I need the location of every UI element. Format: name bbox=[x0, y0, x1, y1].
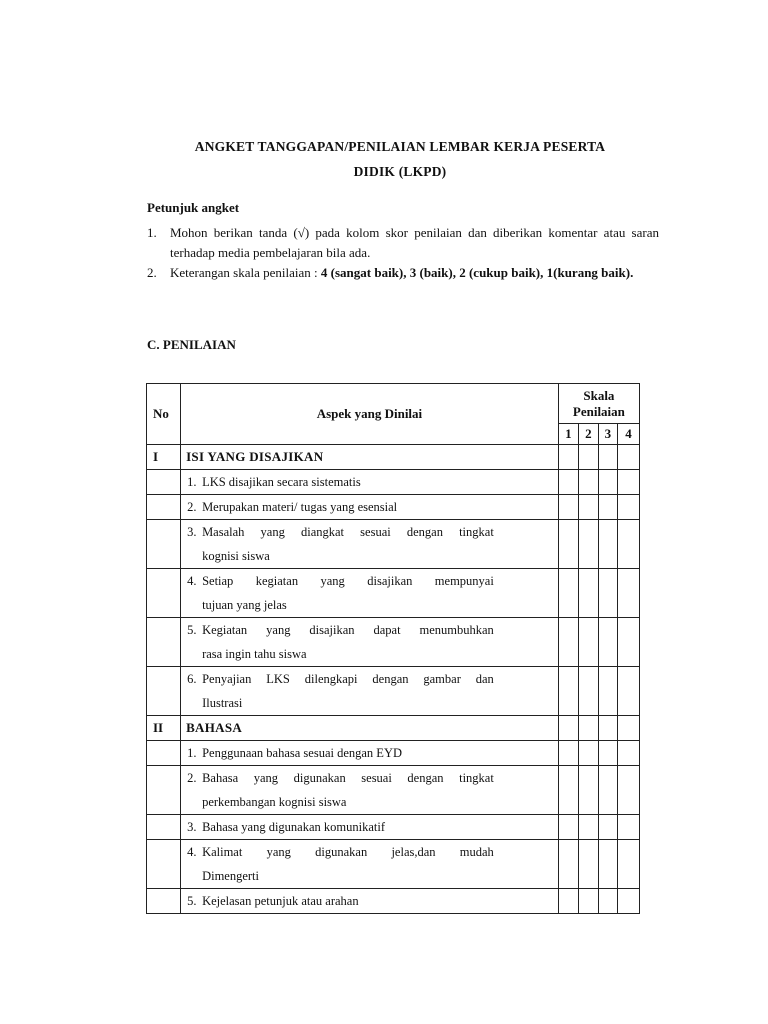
empty-no-cell bbox=[147, 618, 181, 667]
aspect-item-number: 4. bbox=[187, 574, 197, 588]
score-cell-2[interactable] bbox=[578, 741, 598, 766]
aspect-item-line2: Dimengerti bbox=[202, 869, 259, 883]
scale-1: 1 bbox=[558, 424, 578, 445]
table-row bbox=[147, 569, 640, 618]
table-row bbox=[147, 815, 640, 840]
aspect-item-line1 bbox=[187, 840, 494, 864]
score-cell-2[interactable] bbox=[578, 667, 598, 716]
aspect-item-text: Masalah yang diangkat sesuai dengan tingkat bbox=[202, 525, 494, 539]
score-cell-1[interactable] bbox=[558, 667, 578, 716]
empty-no-cell bbox=[147, 667, 181, 716]
aspect-item-line1 bbox=[187, 618, 494, 642]
score-cell-1[interactable] bbox=[558, 840, 578, 889]
section-name: BAHASA bbox=[181, 716, 559, 741]
score-cell-4[interactable] bbox=[617, 889, 639, 914]
table-row bbox=[147, 495, 640, 520]
aspect-item-line2: perkembangan kognisi siswa bbox=[202, 795, 347, 809]
aspect-item-text: Kegiatan yang disajikan dapat menumbuhkan bbox=[202, 623, 494, 637]
aspect-item-line1 bbox=[187, 815, 494, 839]
score-cell-3[interactable] bbox=[598, 667, 617, 716]
document-title-line1: ANGKET TANGGAPAN/PENILAIAN LEMBAR KERJA PESERTA bbox=[194, 139, 606, 154]
aspect-item bbox=[181, 569, 559, 618]
aspect-item bbox=[181, 618, 559, 667]
score-cell-2[interactable] bbox=[578, 716, 598, 741]
empty-no-cell bbox=[147, 569, 181, 618]
score-cell-4[interactable] bbox=[617, 667, 639, 716]
aspect-item-line1 bbox=[187, 766, 494, 790]
aspect-item-text: Setiap kegiatan yang disajikan mempunyai bbox=[202, 574, 494, 588]
aspect-item-number: 3. bbox=[187, 820, 197, 834]
score-cell-3[interactable] bbox=[598, 840, 617, 889]
aspect-item bbox=[181, 840, 559, 889]
section-name: ISI YANG DISAJIKAN bbox=[181, 445, 559, 470]
aspect-item bbox=[181, 520, 559, 569]
score-cell-2[interactable] bbox=[578, 618, 598, 667]
empty-no-cell bbox=[147, 840, 181, 889]
score-cell-1[interactable] bbox=[558, 766, 578, 815]
section-number: I bbox=[147, 445, 181, 470]
aspect-item-number: 3. bbox=[187, 525, 197, 539]
table-row bbox=[147, 766, 640, 815]
score-cell-2[interactable] bbox=[578, 889, 598, 914]
aspect-item-text: Penyajian LKS dilengkapi dengan gambar dan bbox=[202, 672, 494, 686]
header-no: No bbox=[147, 384, 181, 445]
aspect-item-text: Penggunaan bahasa sesuai dengan EYD bbox=[202, 746, 403, 760]
scale-4: 4 bbox=[617, 424, 639, 445]
score-cell-3[interactable] bbox=[598, 445, 617, 470]
aspect-item bbox=[181, 766, 559, 815]
instruction-text bbox=[170, 263, 659, 283]
score-cell-4[interactable] bbox=[617, 741, 639, 766]
score-cell-3[interactable] bbox=[598, 495, 617, 520]
empty-no-cell bbox=[147, 889, 181, 914]
aspect-item-text: Bahasa yang digunakan komunikatif bbox=[202, 820, 386, 834]
instruction-2 bbox=[147, 263, 659, 283]
aspect-item-line2: rasa ingin tahu siswa bbox=[202, 647, 307, 661]
table-row bbox=[147, 470, 640, 495]
score-cell-3[interactable] bbox=[598, 520, 617, 569]
score-cell-2[interactable] bbox=[578, 470, 598, 495]
aspect-item bbox=[181, 741, 559, 766]
score-cell-4[interactable] bbox=[617, 445, 639, 470]
aspect-item-number: 1. bbox=[187, 746, 197, 760]
aspect-item bbox=[181, 495, 559, 520]
aspect-item bbox=[181, 889, 559, 914]
aspect-item-text: LKS disajikan secara sistematis bbox=[202, 475, 361, 489]
score-cell-2[interactable] bbox=[578, 815, 598, 840]
aspect-item-line2: tujuan yang jelas bbox=[202, 598, 287, 612]
score-cell-1[interactable] bbox=[558, 520, 578, 569]
score-cell-1[interactable] bbox=[558, 815, 578, 840]
score-cell-3[interactable] bbox=[598, 889, 617, 914]
table-row bbox=[147, 667, 640, 716]
empty-no-cell bbox=[147, 495, 181, 520]
instruction-1 bbox=[147, 223, 659, 262]
score-cell-4[interactable] bbox=[617, 470, 639, 495]
instruction-number: 1. bbox=[147, 225, 157, 240]
aspect-item-number: 1. bbox=[187, 475, 197, 489]
score-cell-2[interactable] bbox=[578, 445, 598, 470]
aspect-item-line1 bbox=[187, 889, 494, 913]
document-title-line2: DIDIK (LKPD) bbox=[353, 164, 447, 179]
section-heading: C. PENILAIAN bbox=[147, 337, 236, 352]
score-cell-2[interactable] bbox=[578, 569, 598, 618]
aspect-item-text: Merupakan materi/ tugas yang esensial bbox=[202, 500, 398, 514]
instructions-heading: Petunjuk angket bbox=[147, 200, 240, 215]
empty-no-cell bbox=[147, 520, 181, 569]
score-cell-1[interactable] bbox=[558, 445, 578, 470]
score-cell-3[interactable] bbox=[598, 470, 617, 495]
aspect-item bbox=[181, 470, 559, 495]
section-row bbox=[147, 445, 640, 470]
score-cell-4[interactable] bbox=[617, 716, 639, 741]
score-cell-1[interactable] bbox=[558, 495, 578, 520]
score-cell-1[interactable] bbox=[558, 716, 578, 741]
aspect-item-number: 2. bbox=[187, 500, 197, 514]
section-number: II bbox=[147, 716, 181, 741]
score-cell-1[interactable] bbox=[558, 569, 578, 618]
aspect-item-text: Kalimat yang digunakan jelas,dan mudah bbox=[202, 845, 494, 859]
empty-no-cell bbox=[147, 766, 181, 815]
table-row bbox=[147, 840, 640, 889]
aspect-item-line1 bbox=[187, 667, 494, 691]
scale-3: 3 bbox=[598, 424, 617, 445]
aspect-item-line2: kognisi siswa bbox=[202, 549, 270, 563]
instruction-text-plain: Keterangan skala penilaian : bbox=[170, 265, 321, 280]
aspect-item-number: 5. bbox=[187, 894, 197, 908]
score-cell-4[interactable] bbox=[617, 766, 639, 815]
instruction-text-bold: 4 (sangat baik), 3 (baik), 2 (cukup baik), 1(kurang baik). bbox=[320, 265, 634, 280]
score-cell-4[interactable] bbox=[617, 618, 639, 667]
header-aspek: Aspek yang Dinilai bbox=[181, 384, 559, 445]
empty-no-cell bbox=[147, 470, 181, 495]
score-cell-3[interactable] bbox=[598, 716, 617, 741]
score-cell-4[interactable] bbox=[617, 569, 639, 618]
score-cell-2[interactable] bbox=[578, 520, 598, 569]
score-cell-1[interactable] bbox=[558, 470, 578, 495]
empty-no-cell bbox=[147, 815, 181, 840]
instruction-text: Mohon berikan tanda (√) pada kolom skor penilaian dan diberikan komentar atau saran terhadap media pembelajaran bila ada. bbox=[170, 225, 659, 260]
score-cell-3[interactable] bbox=[598, 815, 617, 840]
score-cell-1[interactable] bbox=[558, 889, 578, 914]
table-row bbox=[147, 889, 640, 914]
aspect-item-line1 bbox=[187, 569, 494, 593]
score-cell-3[interactable] bbox=[598, 741, 617, 766]
instruction-number: 2. bbox=[147, 265, 157, 280]
score-cell-3[interactable] bbox=[598, 766, 617, 815]
score-cell-1[interactable] bbox=[558, 741, 578, 766]
aspect-item-line1 bbox=[187, 741, 494, 765]
section-row bbox=[147, 716, 640, 741]
score-cell-3[interactable] bbox=[598, 618, 617, 667]
score-cell-4[interactable] bbox=[617, 520, 639, 569]
aspect-item-number: 4. bbox=[187, 845, 197, 859]
aspect-item-line1 bbox=[187, 520, 494, 544]
header-skala: Skala Penilaian bbox=[558, 384, 639, 424]
aspect-item-line1 bbox=[187, 495, 494, 519]
table-row bbox=[147, 520, 640, 569]
aspect-item bbox=[181, 815, 559, 840]
table-row bbox=[147, 741, 640, 766]
empty-no-cell bbox=[147, 741, 181, 766]
table-row bbox=[147, 618, 640, 667]
aspect-item-line1 bbox=[187, 470, 494, 494]
score-cell-2[interactable] bbox=[578, 840, 598, 889]
aspect-item bbox=[181, 667, 559, 716]
assessment-table bbox=[146, 383, 640, 914]
score-cell-1[interactable] bbox=[558, 618, 578, 667]
score-cell-2[interactable] bbox=[578, 495, 598, 520]
aspect-item-text: Kejelasan petunjuk atau arahan bbox=[202, 894, 359, 908]
aspect-item-number: 6. bbox=[187, 672, 197, 686]
score-cell-3[interactable] bbox=[598, 569, 617, 618]
scale-2: 2 bbox=[578, 424, 598, 445]
aspect-item-text: Bahasa yang digunakan sesuai dengan tingkat bbox=[202, 771, 494, 785]
aspect-item-line2: Ilustrasi bbox=[202, 696, 243, 710]
score-cell-4[interactable] bbox=[617, 495, 639, 520]
score-cell-4[interactable] bbox=[617, 815, 639, 840]
aspect-item-number: 2. bbox=[187, 771, 197, 785]
score-cell-2[interactable] bbox=[578, 766, 598, 815]
aspect-item-number: 5. bbox=[187, 623, 197, 637]
score-cell-4[interactable] bbox=[617, 840, 639, 889]
